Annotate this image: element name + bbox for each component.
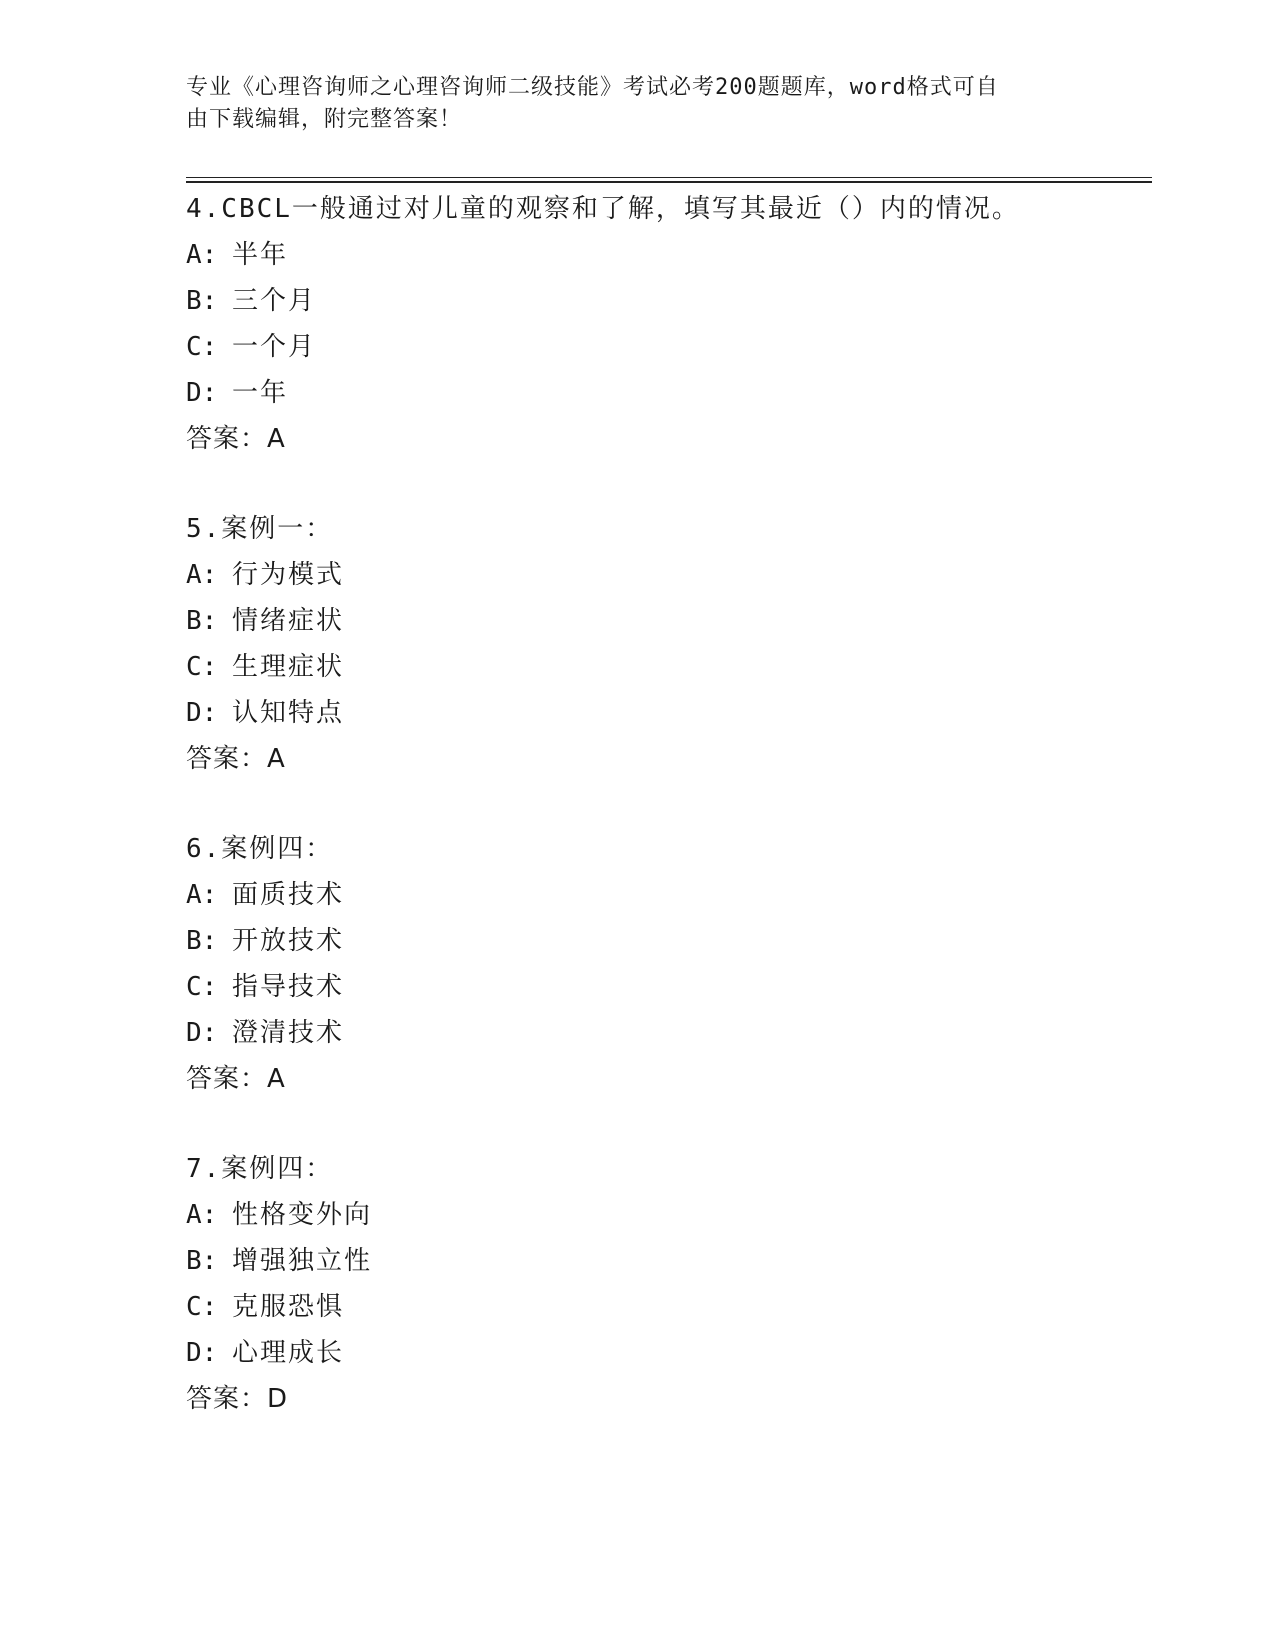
option-c <box>186 644 1186 690</box>
option-b <box>186 1238 1186 1284</box>
option-label: C: <box>186 332 218 362</box>
option-text: 克服恐惧 <box>232 1292 345 1322</box>
option-text: 性格变外向 <box>232 1200 373 1230</box>
option-text: 三个月 <box>232 286 317 316</box>
option-label: A: <box>186 240 218 270</box>
option-text: 情绪症状 <box>232 606 345 636</box>
option-b <box>186 278 1186 324</box>
option-d <box>186 1330 1186 1376</box>
header-line-2: 由下载编辑，附完整答案！ <box>186 107 463 132</box>
option-a <box>186 872 1186 918</box>
answer-line: 答案：A <box>186 1064 286 1094</box>
option-label: B: <box>186 606 218 636</box>
question-stem: 6.案例四： <box>186 834 334 864</box>
question-block <box>186 186 1186 462</box>
option-d <box>186 690 1186 736</box>
option-label: B: <box>186 926 218 956</box>
option-text: 行为模式 <box>232 560 345 590</box>
option-text: 一年 <box>232 378 289 408</box>
option-label: A: <box>186 560 218 590</box>
question-stem: 5.案例一： <box>186 514 334 544</box>
option-label: D: <box>186 698 218 728</box>
option-text: 生理症状 <box>232 652 345 682</box>
option-text: 澄清技术 <box>232 1018 345 1048</box>
option-label: D: <box>186 1018 218 1048</box>
option-a <box>186 552 1186 598</box>
option-text: 指导技术 <box>232 972 345 1002</box>
option-a <box>186 1192 1186 1238</box>
option-c <box>186 1284 1186 1330</box>
option-label: B: <box>186 286 218 316</box>
option-label: C: <box>186 652 218 682</box>
answer-line: 答案：A <box>186 424 286 454</box>
answer-line: 答案：A <box>186 744 286 774</box>
option-a <box>186 232 1186 278</box>
option-label: C: <box>186 972 218 1002</box>
option-c <box>186 964 1186 1010</box>
question-stem: 4.CBCL一般通过对儿童的观察和了解，填写其最近（）内的情况。 <box>186 194 1020 224</box>
option-text: 开放技术 <box>232 926 345 956</box>
option-text: 增强独立性 <box>232 1246 373 1276</box>
option-d <box>186 1010 1186 1056</box>
option-text: 一个月 <box>232 332 317 362</box>
option-b <box>186 918 1186 964</box>
question-block <box>186 826 1186 1102</box>
option-c <box>186 324 1186 370</box>
option-text: 心理成长 <box>232 1338 345 1368</box>
option-text: 半年 <box>232 240 289 270</box>
header-divider <box>186 177 1152 183</box>
document-header <box>186 72 1086 136</box>
option-label: B: <box>186 1246 218 1276</box>
option-text: 认知特点 <box>232 698 345 728</box>
answer-line: 答案：D <box>186 1384 289 1414</box>
header-line-1: 专业《心理咨询师之心理咨询师二级技能》考试必考200题题库，word格式可自 <box>186 75 999 100</box>
question-stem: 7.案例四： <box>186 1154 334 1184</box>
option-b <box>186 598 1186 644</box>
option-label: A: <box>186 1200 218 1230</box>
option-label: A: <box>186 880 218 910</box>
option-text: 面质技术 <box>232 880 345 910</box>
question-block <box>186 1146 1186 1422</box>
option-label: D: <box>186 378 218 408</box>
option-d <box>186 370 1186 416</box>
option-label: D: <box>186 1338 218 1368</box>
question-block <box>186 506 1186 782</box>
option-label: C: <box>186 1292 218 1322</box>
